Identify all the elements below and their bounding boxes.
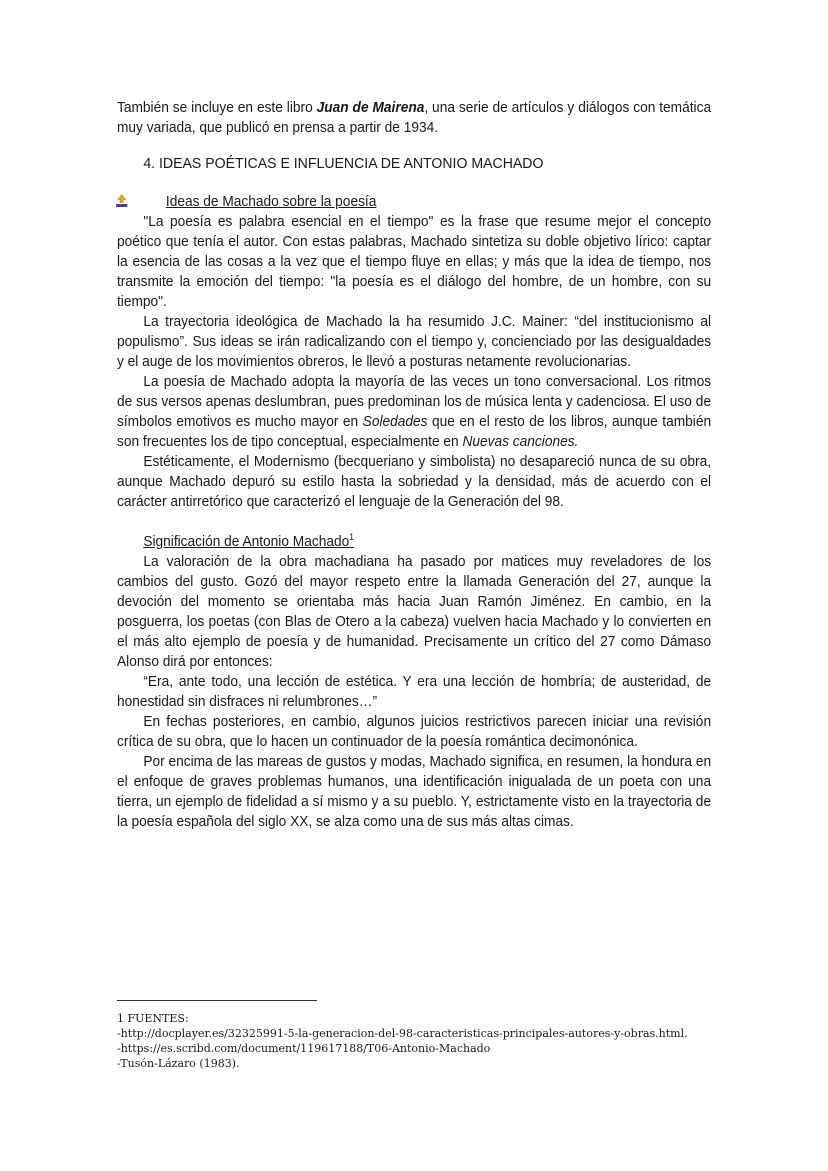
- footnote-ref[interactable]: 1: [349, 532, 354, 543]
- section-title: 4. IDEAS POÉTICAS E INFLUENCIA DE ANTONIO MACHADO: [143, 155, 544, 172]
- nuevas-canciones-title: Nuevas canciones.: [462, 434, 579, 450]
- footnote-label: 1 FUENTES:: [117, 1012, 189, 1025]
- ideas-paragraph-4: Estéticamente, el Modernismo (becqueriano y simbolista) no desapareció nunca de su obra, aunque Machado depuró su estilo hasta la sobriedad y la densidad, más de acuerdo con el carácter antirretórico que caracterizó el lenguaje de la Generación del 98.: [117, 454, 712, 510]
- ideas-paragraph-1: "La poesía es palabra esencial en el tiempo" es la frase que resume mejor el concepto poético que tenía el autor. Con estas palabras, Machado sintetiza su doble objetivo lírico: captar la esencia de las cosas a la vez que el tiempo fluye en ellas; y más que la idea de tiempo, nos transmite la emoción del tiempo: "la poesía es el diálogo del hombre, de un hombre, con su tiempo".: [117, 214, 712, 310]
- arrow-bullet-icon: [115, 193, 128, 209]
- footnote-source-link[interactable]: -http://docplayer.es/32325991-5-la-generacion-del-98-caracteristicas-principales-autores-y-obras.html.: [117, 1027, 688, 1040]
- intro-text: También se incluye en este libro: [117, 100, 317, 116]
- footnote-source-link[interactable]: -https://es.scribd.com/document/119617188/T06-Antonio-Machado: [117, 1042, 491, 1055]
- intro-paragraph: [117, 98, 711, 138]
- ideas-p3-text-2: que en el resto de los libros, aunque también son frecuentes los de tipo conceptual, especialmente en: [117, 414, 712, 450]
- significacion-paragraph-2: En fechas posteriores, en cambio, algunos juicios restrictivos parecen iniciar una revisión crítica de su obra, que lo hacen un continuador de la poesía romántica decimonónica.: [117, 714, 712, 750]
- intro-book-title: Juan de Mairena: [316, 100, 425, 116]
- significacion-heading-text: Significación de Antonio Machado: [143, 534, 350, 550]
- page-body: [117, 98, 711, 832]
- ideas-heading: [117, 192, 711, 212]
- significacion-paragraph-1: La valoración de la obra machadiana ha pasado por matices muy reveladores de los cambios del gusto. Gozó del mayor respeto entre la llamada Generación del 27, aunque la devoción del momento se orientaba más hacia Juan Ramón Jiménez. En cambio, en la posguerra, los poetas (con Blas de Otero a la cabeza) vuelven hacia Machado y lo convierten en el más alto ejemplo de poesía y de humanidad. Precisamente un crítico del 27 como Dámaso Alonso dirá por entonces:: [117, 554, 712, 670]
- intro-text-end: , una serie de artículos y diálogos con temática muy variada, que publicó en prensa a partir de 1934.: [117, 100, 712, 136]
- footnote-divider: [117, 1000, 317, 1001]
- ideas-heading-text: Ideas de Machado sobre la poesía: [165, 194, 377, 210]
- footnotes: [117, 1000, 757, 1071]
- ideas-paragraph-2: La trayectoria ideológica de Machado la ha resumido J.C. Mainer: “del institucionismo al populismo”. Sus ideas se irán radicalizando con el tiempo y, concienciado por las desigualdades y el auge de los movimientos obreros, le llevó a posturas netamente revolucionarias.: [117, 314, 712, 370]
- ideas-p3-text: La poesía de Machado adopta la mayoría de las veces un tono conversacional. Los ritmos de sus versos apenas deslumbran, pues predominan los de música lenta y cadenciosa. El uso de símbolos emotivos es mucho mayor en: [117, 374, 712, 430]
- significacion-heading: [143, 532, 711, 552]
- footnote-source-text: -Tusón-Lázaro (1983).: [117, 1057, 240, 1070]
- soledades-title: Soledades: [362, 414, 428, 430]
- ideas-paragraph-3: [117, 372, 711, 452]
- alonso-quote: “Era, ante todo, una lección de estética. Y era una lección de hombría; de austeridad, de honestidad sin disfraces ni relumbrones…”: [117, 674, 712, 710]
- significacion-paragraph-3: Por encima de las mareas de gustos y modas, Machado significa, en resumen, la hondura en el enfoque de graves problemas humanos, una identificación inigualada de un poeta con una tierra, un ejemplo de fidelidad a sí mismo y a su pueblo. Y, estrictamente visto en la trayectoria de la poesía española del siglo XX, se alza como una de sus más altas cimas.: [117, 754, 712, 830]
